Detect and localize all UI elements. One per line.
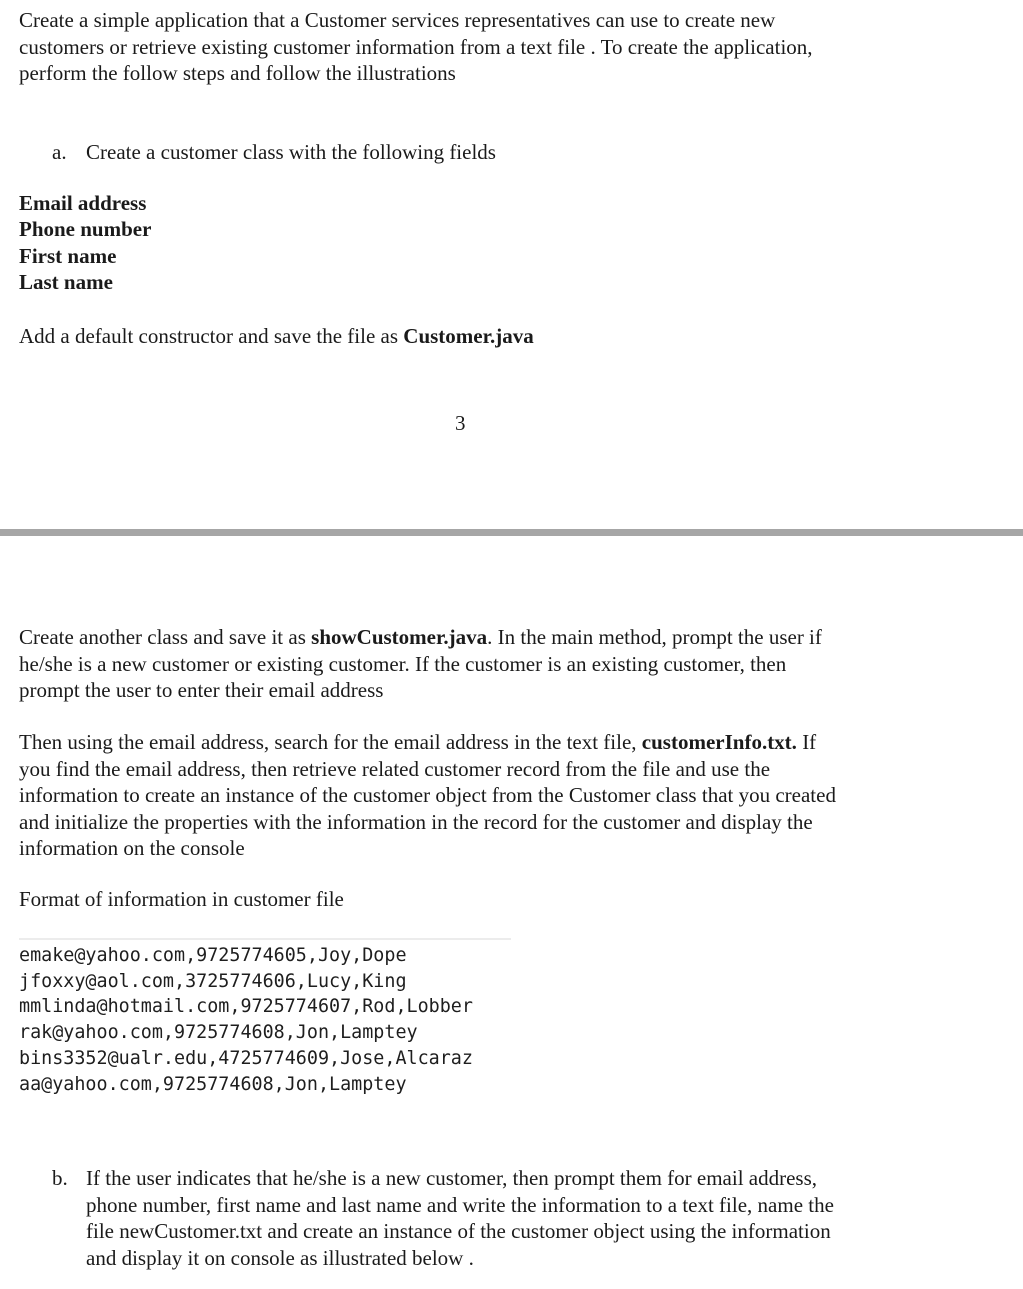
intro-line: perform the follow steps and follow the illustrations (19, 61, 456, 85)
page-number: 3 (455, 411, 466, 435)
text-run: Create another class and save it as (19, 625, 312, 649)
customer-record: jfoxxy@aol.com,3725774606,Lucy,King (19, 970, 407, 992)
page-break-divider (0, 529, 1023, 536)
step-a-marker: a. (52, 140, 67, 164)
step-b-line: file newCustomer.txt and create an instance of the customer object using the information (86, 1219, 831, 1243)
step-b-marker: b. (52, 1166, 68, 1190)
text-run: If (796, 730, 817, 754)
step-b-line: If the user indicates that he/she is a new customer, then prompt them for email address, (86, 1166, 818, 1190)
customer-info-filename: customerInfo.txt. (641, 730, 797, 754)
step-b-line: phone number, first name and last name and write the information to a text file, name the (86, 1192, 834, 1217)
search-line: and initialize the properties with the information in the record for the customer and display the (19, 809, 813, 834)
show-customer-filename: showCustomer.java (311, 625, 488, 649)
field-item: Phone number (19, 217, 152, 242)
field-item: Email address (19, 191, 147, 215)
intro-paragraph (19, 7, 813, 87)
text-run: Then using the email address, search for the email address in the text file, (19, 730, 642, 754)
step-b-line: and display it on console as illustrated below . (86, 1245, 474, 1270)
constructor-note (19, 323, 534, 350)
customer-record: bins3352@ualr.edu,4725774609,Jose,Alcaraz (19, 1047, 473, 1069)
intro-line: Create a simple application that a Customer services representatives can use to create new (19, 8, 776, 32)
customer-record: emake@yahoo.com,9725774605,Joy,Dope (19, 945, 407, 966)
customer-record: rak@yahoo.com,9725774608,Jon,Lamptey (19, 1022, 418, 1044)
show-customer-paragraph (19, 624, 822, 704)
customer-file-sample (19, 938, 511, 1097)
search-paragraph (19, 729, 836, 862)
search-line: you find the email address, then retrieve related customer record from the file and use the (19, 756, 771, 781)
field-item: First name (19, 243, 117, 268)
constructor-note-text: Add a default constructor and save the file as (19, 324, 404, 348)
customer-record: aa@yahoo.com,9725774608,Jon,Lamptey (19, 1073, 407, 1095)
show-customer-line: he/she is a new customer or existing customer. If the customer is an existing customer, then (19, 651, 787, 676)
search-line (19, 729, 836, 756)
search-line: information on the console (19, 836, 245, 860)
text-run: . In the main method, prompt the user if (487, 625, 822, 649)
customer-record: mmlinda@hotmail.com,9725774607,Rod,Lobber (19, 996, 473, 1018)
search-line: information to create an instance of the customer object from the Customer class that you created (19, 783, 836, 807)
format-heading: Format of information in customer file (19, 887, 344, 911)
show-customer-line (19, 624, 822, 651)
customer-field-list (19, 190, 151, 295)
step-a-text: Create a customer class with the following fields (86, 140, 496, 164)
customer-java-filename: Customer.java (403, 324, 534, 348)
step-b-paragraph (86, 1165, 834, 1271)
show-customer-line: prompt the user to enter their email address (19, 678, 384, 702)
intro-line: customers or retrieve existing customer information from a text file . To create the application, (19, 34, 813, 59)
field-item: Last name (19, 269, 113, 294)
